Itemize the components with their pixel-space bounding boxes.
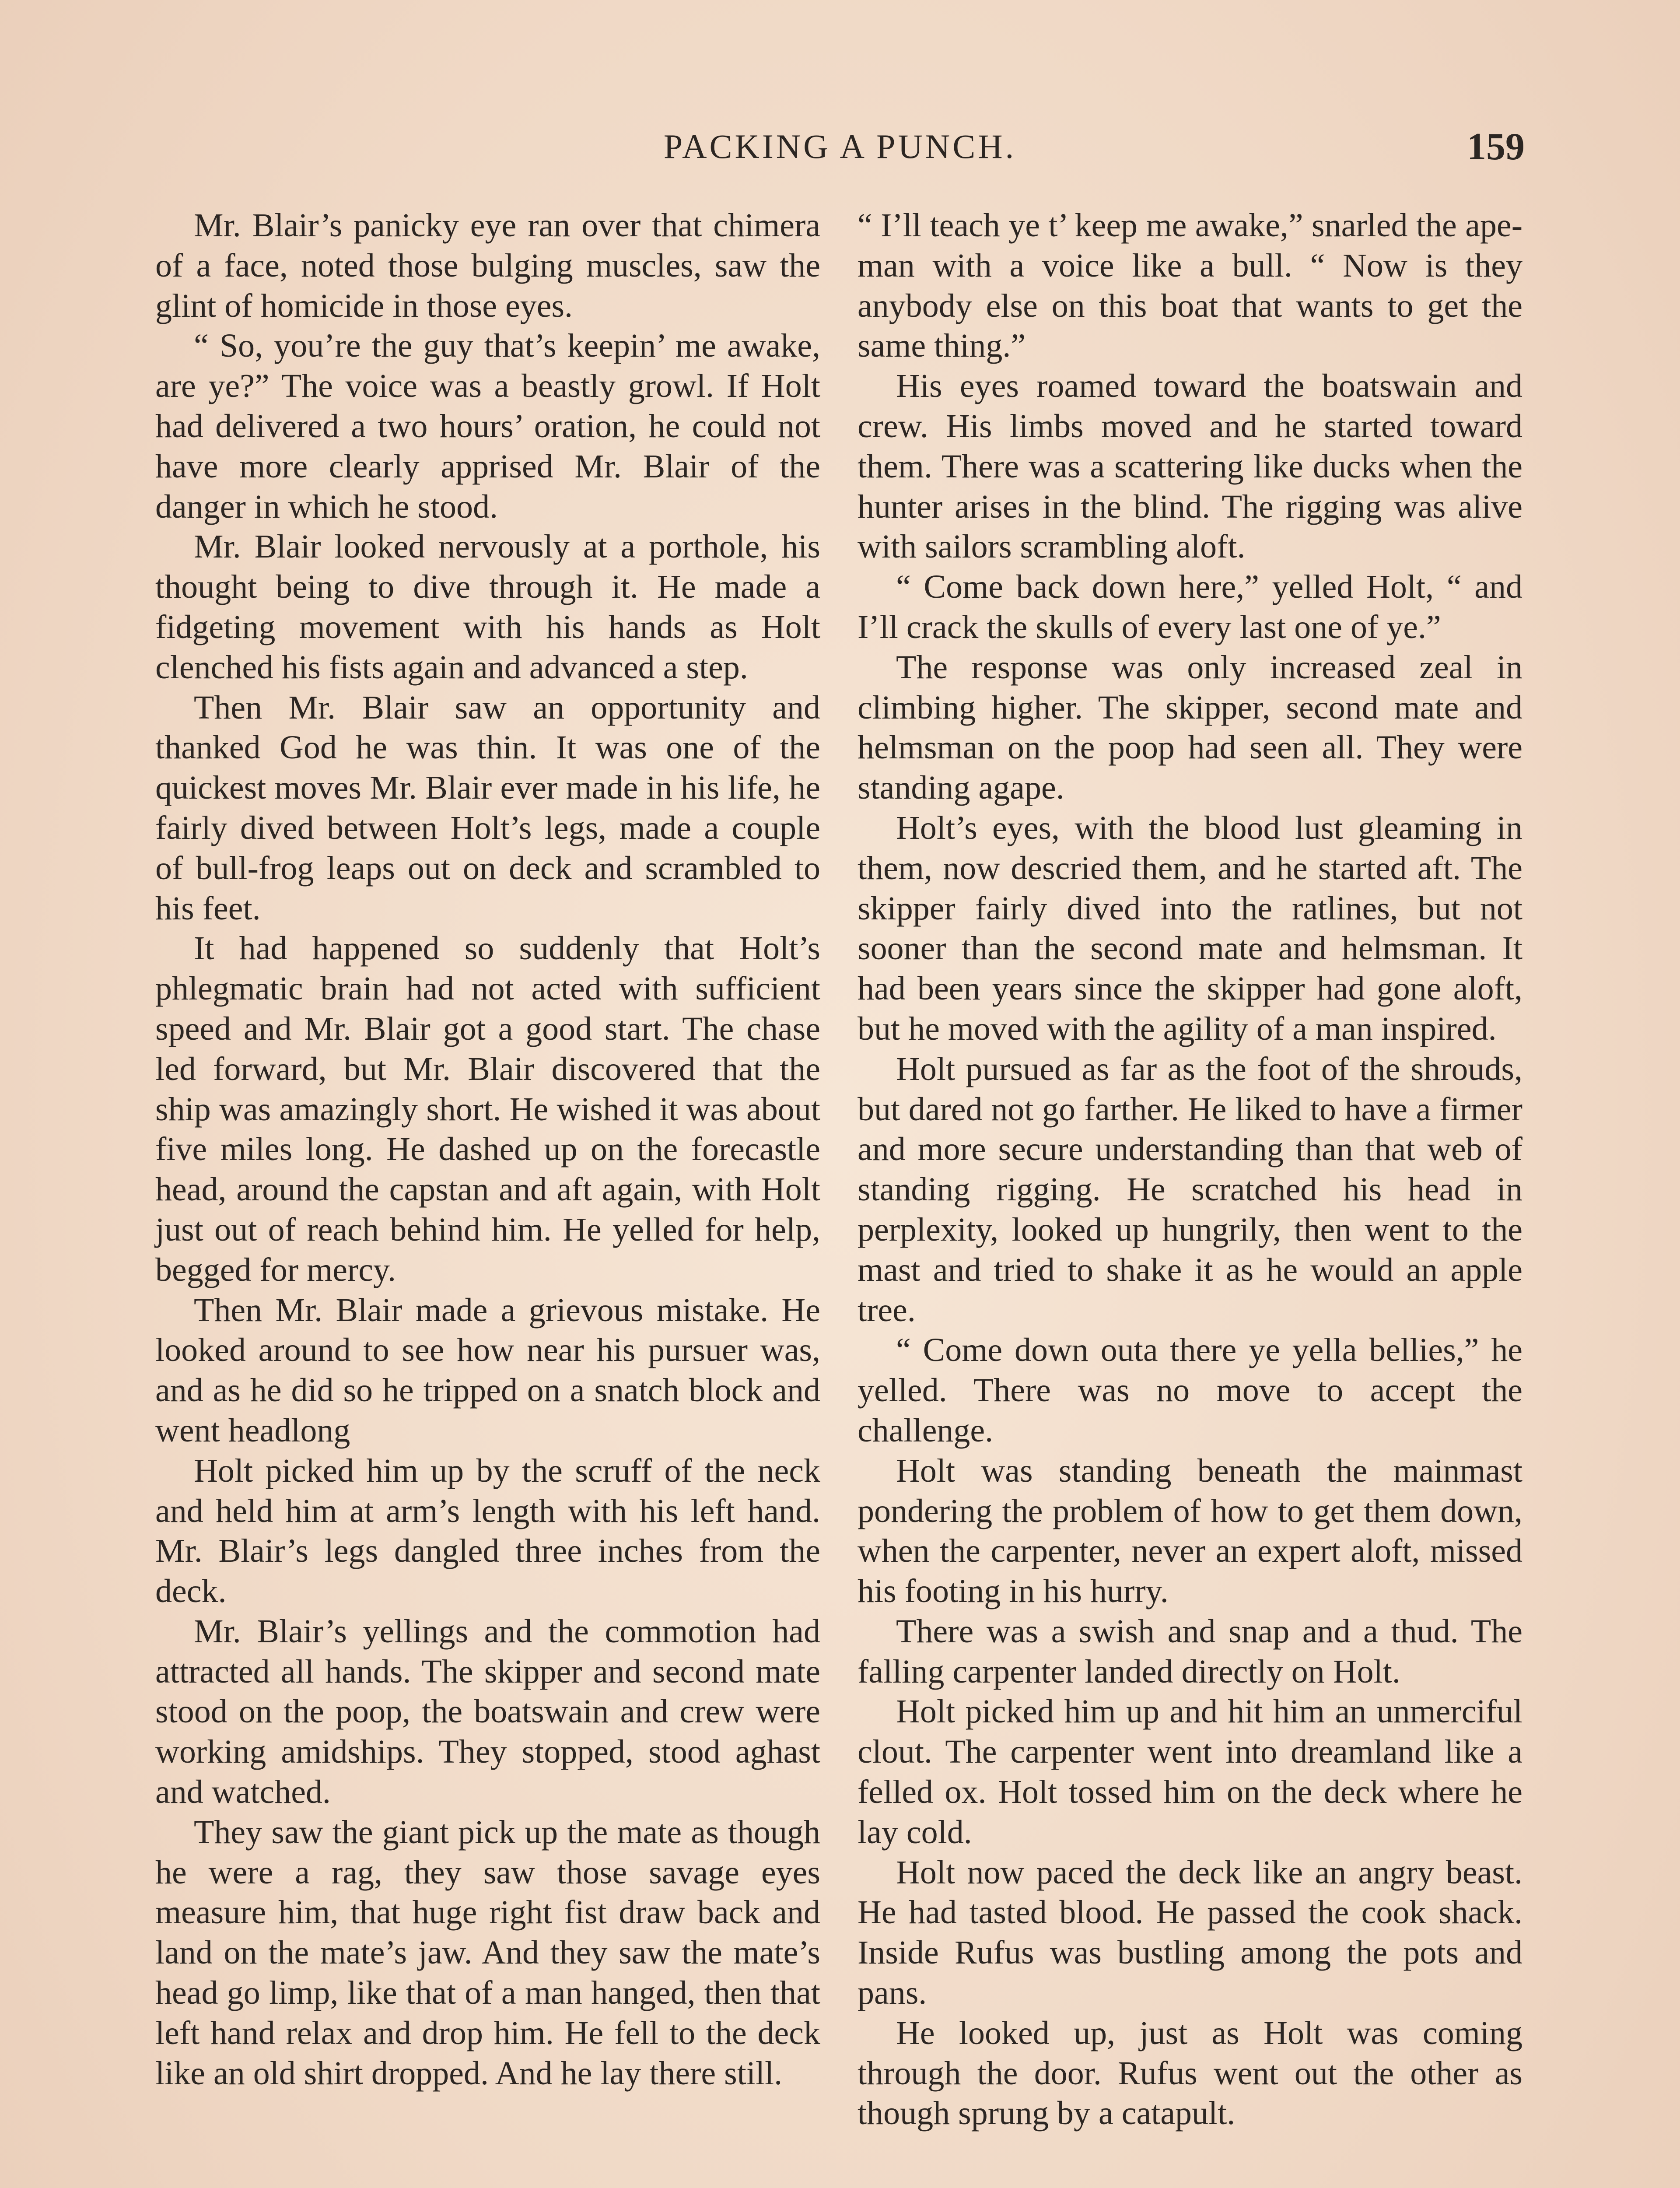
page-number: 159 xyxy=(1467,126,1525,168)
paragraph: “ I’ll teach ye t’ keep me awake,” snarled the ape-man with a voice like a bull. “ Now is they anybody else on this boat that wants to get the same thing.” xyxy=(858,207,1522,365)
paragraph: Holt picked him up and hit him an unmerciful clout. The carpenter went into dreamland like a felled ox. Holt tossed him on the deck where he lay cold. xyxy=(858,1693,1522,1851)
paragraph: They saw the giant pick up the mate as though he were a rag, they saw those savage eyes measure him, that huge right fist draw back and land on the mate’s jaw. And they saw the mate’s head go limp, like that of a man hanged, then that left hand relax and drop him. He fell to the deck like an old shirt dropped. And he lay there still. xyxy=(155,1813,820,2092)
paragraph: The response was only increased zeal in climbing higher. The skipper, second mate and helmsman on the poop had seen all. They were standing agape. xyxy=(858,649,1522,806)
paragraph: “ So, you’re the guy that’s keepin’ me awake, are ye?” The voice was a beastly growl. If Holt had delivered a two hours’ oration, he could not have more clearly apprised Mr. Blair of the danger in which he stood. xyxy=(155,327,820,525)
paragraph: Mr. Blair looked nervously at a porthole, his thought being to dive through it. He made a fidgeting movement with his hands as Holt clenched his fists again and advanced a step. xyxy=(155,528,820,686)
paragraph: Holt now paced the deck like an angry beast. He had tasted blood. He passed the cook shack. Inside Rufus was bustling among the pots and pans. xyxy=(858,1854,1522,2012)
paragraph: His eyes roamed toward the boatswain and crew. His limbs moved and he started toward them. There was a scattering like ducks when the hunter arises in the blind. The rigging was alive with sailors scrambling aloft. xyxy=(858,368,1522,565)
paragraph: Holt picked him up by the scruff of the neck and held him at arm’s length with his left hand. Mr. Blair’s legs dangled three inches from the deck. xyxy=(155,1452,820,1610)
paragraph: Then Mr. Blair saw an opportunity and thanked God he was thin. It was one of the quickest moves Mr. Blair ever made in his life, he fairly dived between Holt’s legs, made a couple of bull-frog leaps out on deck and scrambled to his feet. xyxy=(155,689,820,927)
paragraph: Holt was standing beneath the mainmast pondering the problem of how to get them down, when the carpenter, never an expert aloft, missed his footing in his hurry. xyxy=(858,1452,1522,1610)
paragraph: It had happened so suddenly that Holt’s phlegmatic brain had not acted with sufficient speed and Mr. Blair got a good start. The chase led forward, but Mr. Blair discovered that the ship was amazingly short. He wished it was about five miles long. He dashed up on the forecastle head, around the capstan and aft again, with Holt just out of reach behind him. He yelled for help, begged for mercy. xyxy=(155,930,820,1288)
paragraph: Mr. Blair’s yellings and the commotion had attracted all hands. The skipper and second mate stood on the poop, the boatswain and crew were working amidships. They stopped, stood aghast and watched. xyxy=(155,1613,820,1811)
left-column xyxy=(155,206,820,2093)
paragraph: “ Come back down here,” yelled Holt, “ and I’ll crack the skulls of every last one of ye.” xyxy=(858,568,1522,645)
running-header: PACKING A PUNCH. xyxy=(663,127,1017,165)
right-column xyxy=(858,206,1522,2134)
paragraph: Holt’s eyes, with the blood lust gleaming in them, now descried them, and he started aft. The skipper fairly dived into the ratlines, but not sooner than the second mate and helmsman. It had been years since the skipper had gone aloft, but he moved with the agility of a man inspired. xyxy=(858,809,1522,1047)
paragraph: He looked up, just as Holt was coming through the door. Rufus went out the other as though sprung by a catapult. xyxy=(858,2014,1522,2132)
paragraph: “ Come down outa there ye yella bellies,” he yelled. There was no move to accept the challenge. xyxy=(858,1332,1522,1449)
paragraph: Mr. Blair’s panicky eye ran over that chimera of a face, noted those bulging muscles, saw the glint of homicide in those eyes. xyxy=(155,207,820,324)
paragraph: There was a swish and snap and a thud. The falling carpenter landed directly on Holt. xyxy=(858,1613,1522,1690)
paragraph: Then Mr. Blair made a grievous mistake. He looked around to see how near his pursuer was, and as he did so he tripped on a snatch block and went headlong xyxy=(155,1291,820,1449)
paragraph: Holt pursued as far as the foot of the shrouds, but dared not go farther. He liked to have a firmer and more secure understanding than that web of standing rigging. He scratched his head in perplexity, looked up hungrily, then went to the mast and tried to shake it as he would an apple tree. xyxy=(858,1050,1522,1329)
